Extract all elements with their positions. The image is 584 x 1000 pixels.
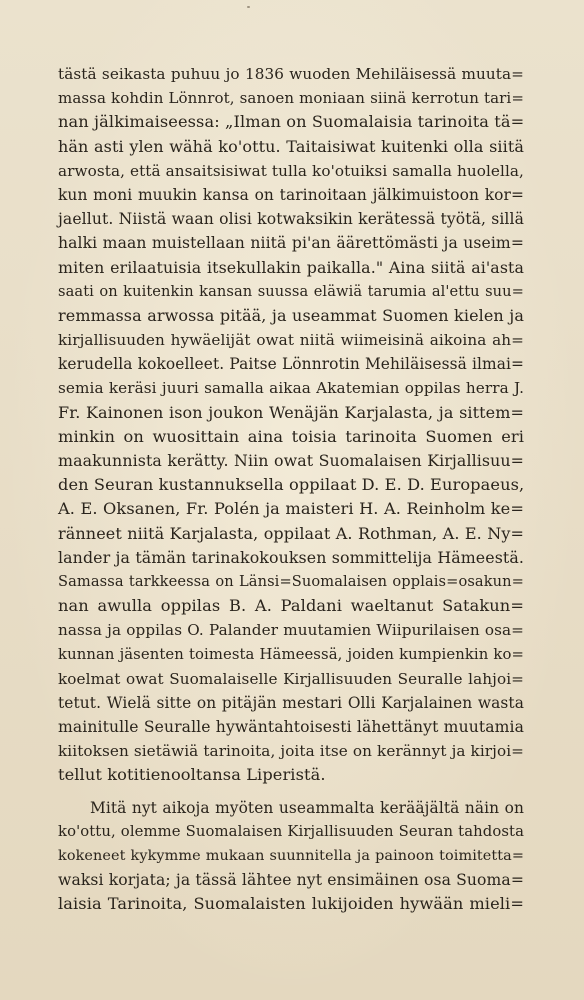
text-line: ko'ottu, olemme Suomalaisen Kirjallisuuden Seuran tahdosta [58,822,524,840]
paragraph-2 [58,796,524,917]
text-line: nassa ja oppilas O. Palander muutamien Wiipurilaisen osa= [58,621,524,640]
text-line: kerudella kokoelleet. Paitse Lönnrotin Mehiläisessä ilmai= [58,355,524,374]
text-line: kunnan jäsenten toimesta Hämeessä, joiden kumpienkin ko= [58,645,524,663]
text-line: jaellut. Niistä waan olisi kotwaksikin kerätessä työtä, sillä [58,210,524,229]
text-line: mainitulle Seuralle hywäntahtoisesti lähettänyt muutamia [58,718,524,737]
text-line: miten erilaatuisia itsekullakin paikalla." Aina siitä ai'asta [58,257,524,277]
text-line: lander ja tämän tarinakokouksen sommittelija Hämeestä. [58,547,524,567]
text-line: tästä seikasta puhuu jo 1836 wuoden Mehiläisessä muuta= [58,65,524,83]
text-line: nan awulla oppilas B. A. Paldani waeltanut Satakun= [58,596,524,616]
text-line: den Seuran kustannuksella oppilaat D. E. D. Europaeus, [58,475,525,495]
text-line: kun moni muukin kansa on tarinoitaan jälkimuistoon kor= [58,185,524,204]
text-line: Fr. Kainonen ison joukon Wenäjän Karjalasta, ja sittem= [58,402,524,422]
text-line: koelmat owat Suomalaiselle Kirjallisuuden Seuralle lahjoi= [58,669,524,688]
paragraph-1 [58,62,524,788]
text-line: Mitä nyt aikoja myöten useammalta kerääjältä näin on [90,798,524,817]
text-line: remmassa arwossa pitää, ja useammat Suomen kielen ja [58,305,524,325]
text-line: maakunnista kerätty. Niin owat Suomalaisen Kirjallisuu= [58,451,524,470]
text-line: kokeneet kykymme mukaan suunnitella ja painoon toimitetta= [58,848,524,864]
text-line: semia keräsi juuri samalla aikaa Akatemian oppilas herra J. [58,379,524,398]
text-line: kiitoksen sietäwiä tarinoita, joita itse on kerännyt ja kirjoi= [58,742,524,761]
text-line: laisia Tarinoita, Suomalaisten lukijoiden hywään mieli= [58,894,524,914]
text-line: Samassa tarkkeessa on Länsi=Suomalaisen opplais=osakun= [58,572,524,590]
text-line: nan jälkimaiseessa: „Ilman on Suomalaisia tarinoita tä= [58,112,525,132]
text-line: arwosta, että ansaitsisiwat tulla ko'otuiksi samalla huolella, [58,161,524,180]
text-line: A. E. Oksanen, Fr. Polén ja maisteri H. A. Reinholm ke= [58,499,524,519]
text-line: hän asti ylen wähä ko'ottu. Taitaisiwat kuitenki olla siitä [58,136,524,156]
text-line: saati on kuitenkin kansan suussa eläwiä tarumia al'ettu suu= [58,282,524,300]
body-text [58,62,524,917]
text-line: waksi korjata; ja tässä lähtee nyt ensimäinen osa Suoma= [58,871,524,890]
text-line: massa kohdin Lönnrot, sanoen moniaan siinä kerrotun tari= [58,89,524,108]
paper-speck [247,6,250,8]
text-line: kirjallisuuden hywäelijät owat niitä wiimeisinä aikoina ah= [58,331,524,350]
text-line: tellut kotitienooltansa Liperistä. [58,765,326,785]
text-line: minkin on wuosittain aina toisia tarinoita Suomen eri [58,426,524,446]
text-line: ränneet niitä Karjalasta, oppilaat A. Rothman, A. E. Ny= [58,523,524,543]
paragraph-gap [58,788,524,796]
text-line: halki maan muistellaan niitä pi'an äärettömästi ja useim= [58,234,524,253]
text-line: tetut. Wielä sitte on pitäjän mestari Olli Karjalainen wasta [58,693,524,712]
